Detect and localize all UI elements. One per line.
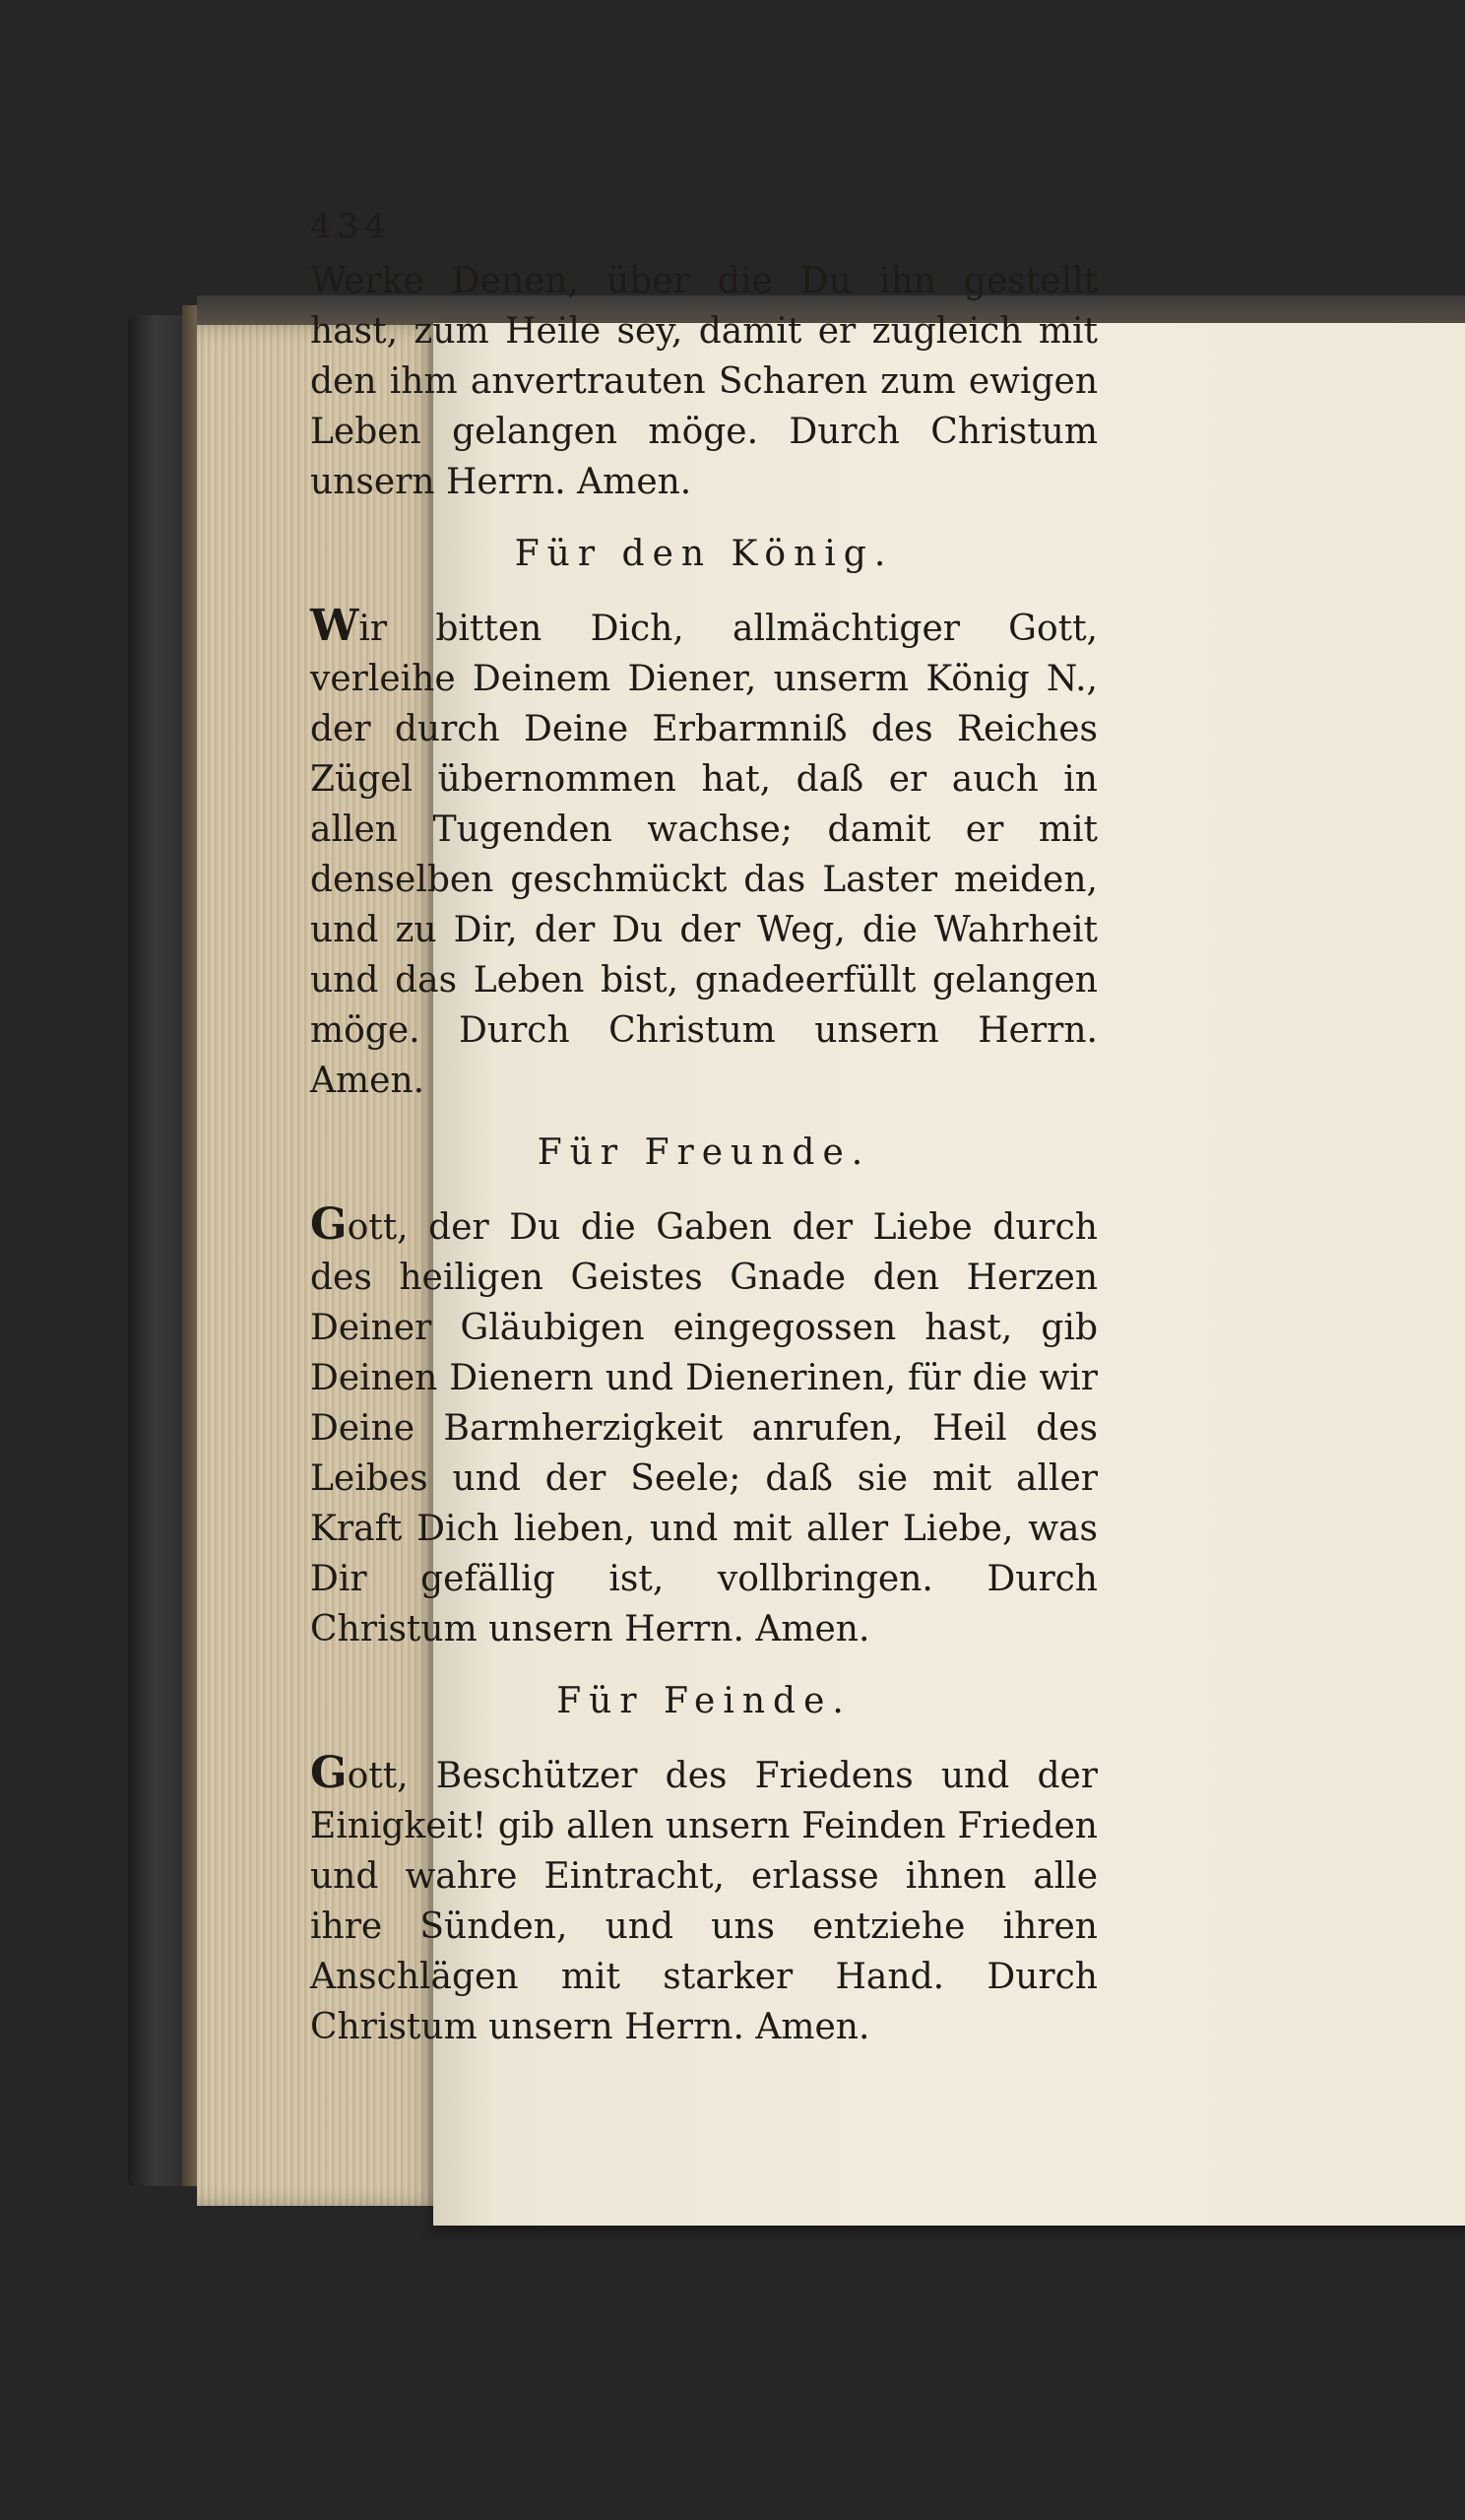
- paragraph-body: ott, Beschützer des Friedens und der Einigkeit! gib allen unsern Feinden Frieden und wahre Eintracht, erlasse ihnen alle ihre Sünden, und uns entziehe ihren Anschlägen mit starker Hand. Durch Christum unsern Herrn. Amen.: [310, 1756, 1098, 2047]
- page-number: 434: [310, 207, 392, 246]
- heading-fuer-freunde: Für Freunde.: [537, 1132, 871, 1173]
- paragraph-feinde: [310, 1748, 1098, 2052]
- heading-fuer-den-koenig: Für den König.: [514, 534, 894, 574]
- initial-letter: G: [310, 1748, 348, 1798]
- paragraph-body: ott, der Du die Gaben der Liebe durch des heiligen Geistes Gnade den Herzen Deiner Gläubigen eingegossen hast, gib Deinen Dienern und Dienerinen, für die wir Deine Barmherzigkeit anrufen, Heil des Leibes und der Seele; daß sie mit aller Kraft Dich lieben, und mit aller Liebe, was Dir gefällig ist, vollbringen. Durch Christum unsern Herrn. Amen.: [310, 1207, 1098, 1649]
- heading-fuer-feinde: Für Feinde.: [556, 1681, 852, 1721]
- initial-letter: W: [310, 601, 359, 651]
- initial-letter: G: [310, 1199, 348, 1250]
- paragraph-koenig: [310, 601, 1098, 1106]
- paragraph-continuation: Werke Denen, über die Du ihn gestellt hast, zum Heile sey, damit er zugleich mit den ihm anvertrauten Scharen zum ewigen Leben gelangen möge. Durch Christum unsern Herrn. Amen.: [310, 261, 1098, 502]
- page-text: [310, 207, 1098, 2052]
- paragraph-body: ir bitten Dich, allmächtiger Gott, verleihe Deinem Diener, unserm König N., der durch Deine Erbarmniß des Reiches Zügel übernommen hat, daß er auch in allen Tugenden wachse; damit er mit denselben geschmückt das Laster meiden, und zu Dir, der Du der Weg, die Wahrheit und das Leben bist, gnadeerfüllt gelangen möge. Durch Christum unsern Herrn. Amen.: [310, 609, 1098, 1101]
- paragraph-freunde: [310, 1199, 1098, 1654]
